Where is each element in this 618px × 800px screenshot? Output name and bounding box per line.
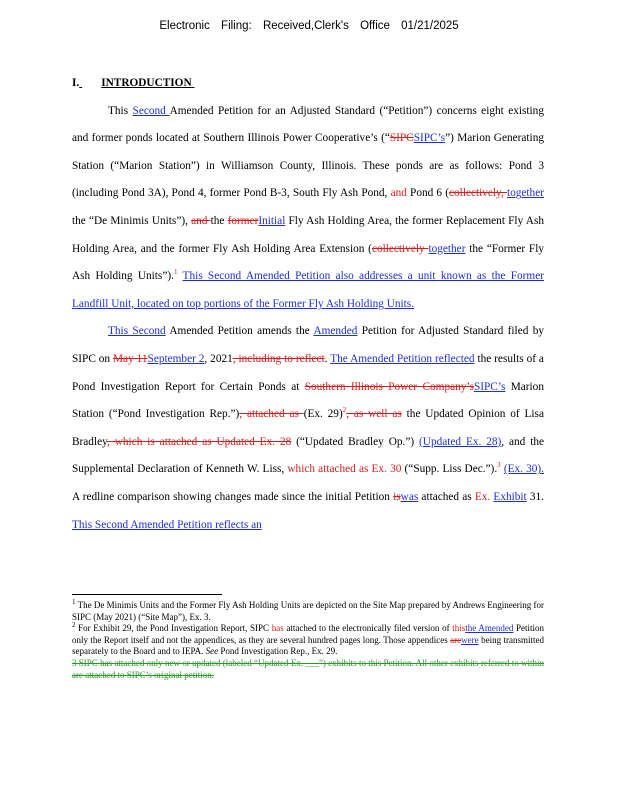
footnote-separator [72,594,222,595]
filing-header [0,20,618,32]
deleted-text: is [393,490,401,503]
text-run: the “Former Fly Ash Holding Units”). [72,242,544,283]
heading-underline-tail [192,70,202,98]
footnote-ref-1[interactable]: 1 [173,268,178,277]
text-run: . [324,352,331,365]
deleted-text: collectively, [449,187,507,200]
text-run: the results of a Pond Investigation Report for Certain Ponds at [72,352,544,393]
text-run: Fly Ash Holding Area, the former Replacement Fly Ash Holding Area, and the former Fly Ash Holding Area Extension ( [72,214,544,255]
text-run: A redline comparison showing changes made since the initial Petition [72,490,394,503]
header-office: Office [360,20,390,32]
deleted-text: , attached as [239,408,304,421]
footnote-3 [72,658,544,681]
text-run: 31. [526,490,544,503]
inserted-text: Amended [313,325,358,338]
deleted-text: and [191,214,211,227]
inserted-text: together [506,187,544,200]
footnote-number: 1 [72,598,76,606]
inserted-text: This Second [108,325,166,338]
header-electronic: Electronic [159,20,210,32]
inserted-text: The Amended Petition reflected [330,352,475,365]
text-run: (“Updated Bradley Op.”) [291,435,420,448]
inserted-text: Second [132,104,170,117]
footnote-italic: See [205,646,219,657]
deleted-text: , as well as [346,408,402,421]
deleted-text: , which is attached as Updated Ex. 28 [107,435,292,448]
section-heading [72,70,544,98]
inserted-text: SIPC’s [473,380,506,393]
inserted-text: together [428,242,466,255]
footnote-text: For Exhibit 29, the Pond Investigation Report, SIPC [75,623,272,634]
text-run: ”) Marion Generating Station (“Marion Station”) in Williamson County, Illinois. These ponds are as follows: Pond 3 (including Pond 3A), Pond 4, former Pond B-3, South Fly Ash Pond, [72,132,544,200]
footnote-text: The De Minimis Units and the Former Fly Ash Holding Units are depicted on the Site Map prepared by Andrews Engineering for SIPC (May 2021) (“Site Map”), Ex. 3. [72,600,544,622]
deleted-text: SIPC [389,132,414,145]
paragraph-amendment [72,318,544,539]
inserted-text: was [400,490,419,503]
changed-text: this [452,623,466,634]
text-run: Pond 6 ( [406,187,450,200]
inserted-text: (Ex. 30). [503,463,545,476]
text-run: (“Supp. Liss Dec.”). [401,463,498,476]
text-run: the [210,214,228,227]
footnote-1 [72,600,544,623]
document-body [72,70,544,539]
deleted-footnote-text: 3 SIPC has attached only new or updated (labeled “Updated Ex. ___”) exhibits to this Petition. All other exhibits referred to within are attached to SIPC’s original petition. [72,657,544,680]
inserted-text: This Second Amended Petition reflects an [72,518,262,531]
footnote-text: Petition only the Report itself and not the appendices, as they are several hundred pages long. Those appendices [72,623,544,645]
text-run: the “De Minimis Units”), [72,214,192,227]
text-run: attached as [418,490,475,503]
inserted-text: the Amended [465,623,514,634]
footnote-ref-3[interactable]: 3 [497,461,501,470]
footnote-ref-2[interactable]: 2 [342,406,347,415]
inserted-text: SIPC’s [413,132,446,145]
section-number: I. [72,77,80,89]
header-received: Received,Clerk's [262,20,349,32]
inserted-text: Initial [258,214,286,227]
text-run: Marion Station (“Pond Investigation Rep.”) [72,380,544,421]
inserted-text: Exhibit [493,490,527,503]
deleted-text: Southern Illinois Power Company’s [304,380,474,393]
footnote-text: Pond Investigation Rep., Ex. 29. [218,646,338,657]
inserted-text: (Updated Ex. 28) [419,435,502,448]
footnote-2 [72,623,544,658]
text-run: the Updated Opinion of Lisa Bradley [72,408,544,448]
deleted-text: collectively [371,242,429,255]
text-run: Amended Petition for an Adjusted Standard (“Petition”) concerns eight existing and former ponds located at Southern Illinois Power Cooperative’s (“ [72,104,544,145]
text-run: This [108,104,133,117]
footnotes [72,600,544,681]
header-filing: Filing: [221,20,252,32]
text-run: Petition for Adjusted Standard filed by SIPC on [72,325,544,365]
footnote-text: attached to the electronically filed version of [283,623,453,634]
changed-text: Ex. [474,490,491,503]
text-run: Amended Petition amends the [165,325,314,338]
deleted-text: former [227,214,259,227]
inserted-text: September 2 [147,352,205,365]
changed-text: has [271,623,284,634]
changed-text: which attached as Ex. 30 [287,463,402,476]
text-run: (Ex. 29) [303,408,343,421]
deleted-text: May 11 [113,352,148,365]
deleted-text: are [450,634,462,645]
inserted-text: were [461,634,479,645]
section-title: INTRODUCTION [101,77,192,89]
heading-underline-gap [79,70,101,98]
footnote-text: being transmitted separately to the Board and to IEPA. [72,634,544,657]
deleted-text: , including to reflect [232,352,325,365]
paragraph-intro [72,98,544,319]
text-run: , and the Supplemental Declaration of Kenneth W. Liss, [72,435,545,476]
changed-text: and [390,187,407,200]
text-run: , 2021 [204,352,233,365]
footnote-number: 2 [72,621,76,630]
header-date: 01/21/2025 [401,20,459,32]
inserted-text: This Second Amended Petition also addresses a unit known as the Former Landfill Unit, located on top portions of the Former Fly Ash Holding Units. [72,270,544,310]
